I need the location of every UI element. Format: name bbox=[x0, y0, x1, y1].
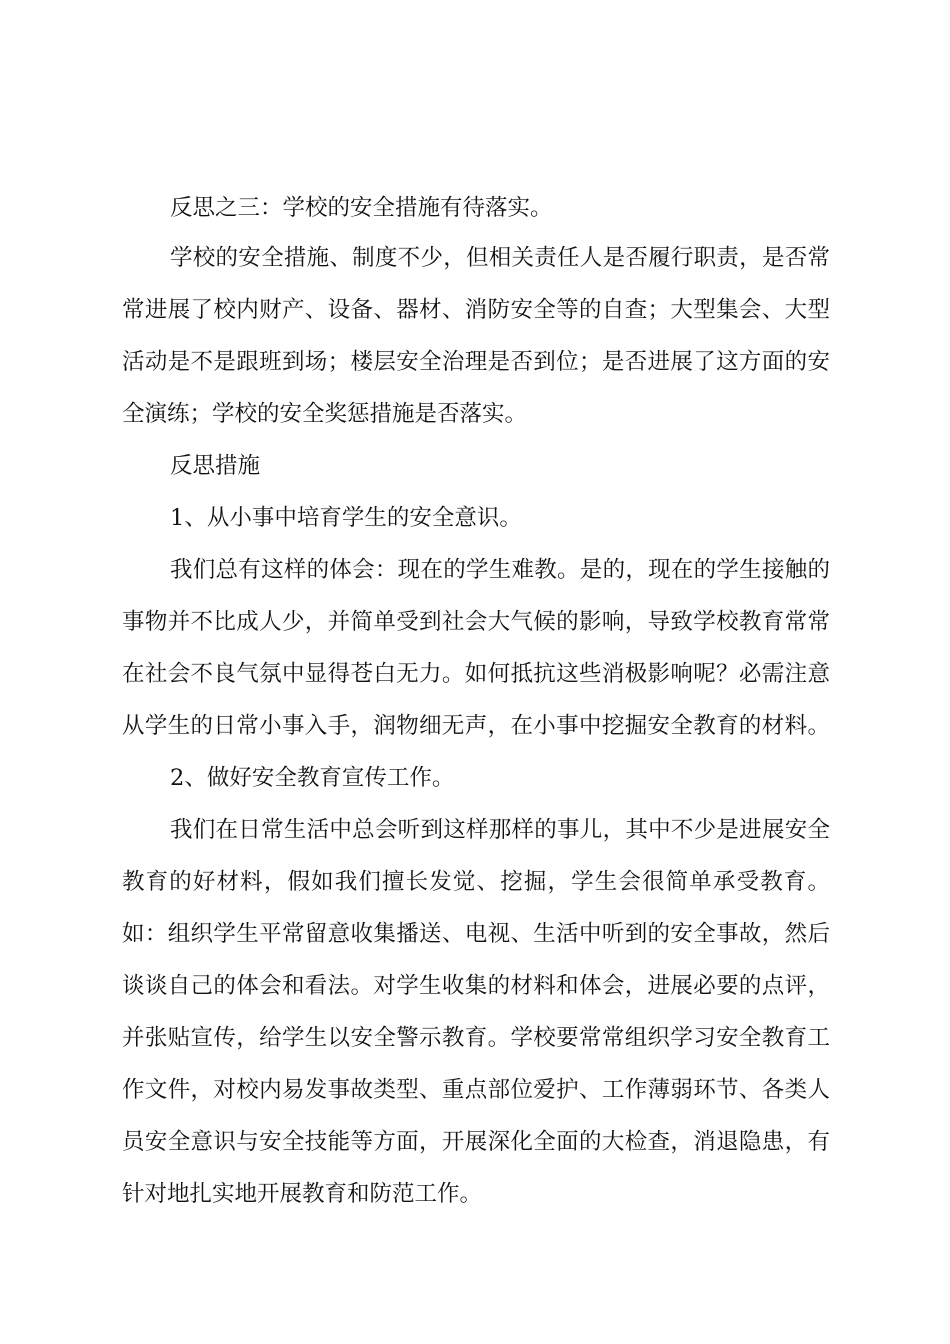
paragraph-line: 如：组织学生平常留意收集播送、电视、生活中听到的安全事故，然后 bbox=[122, 921, 830, 947]
paragraph-line: 我们总有这样的体会：现在的学生难教。是的，现在的学生接触的 bbox=[170, 557, 830, 583]
paragraph-line: 活动是不是跟班到场；楼层安全治理是否到位；是否进展了这方面的安 bbox=[122, 349, 830, 375]
paragraph-line: 谈谈自己的体会和看法。对学生收集的材料和体会，进展必要的点评， bbox=[122, 973, 830, 999]
paragraph-line: 针对地扎实地开展教育和防范工作。 bbox=[122, 1181, 483, 1207]
paragraph-line: 全演练；学校的安全奖惩措施是否落实。 bbox=[122, 401, 528, 427]
heading-measure-one: 1、从小事中培育学生的安全意识。 bbox=[170, 505, 522, 531]
paragraph-line: 常进展了校内财产、设备、器材、消防安全等的自查；大型集会、大型 bbox=[122, 297, 830, 323]
paragraph-line: 并张贴宣传，给学生以安全警示教育。学校要常常组织学习安全教育工 bbox=[122, 1025, 830, 1051]
heading-reflection-three: 反思之三：学校的安全措施有待落实。 bbox=[170, 195, 553, 221]
heading-reflection-measures: 反思措施 bbox=[170, 453, 261, 479]
paragraph-line: 教育的好材料，假如我们擅长发觉、挖掘，学生会很简单承受教育。 bbox=[122, 869, 830, 895]
paragraph-line: 员安全意识与安全技能等方面，开展深化全面的大检查，消退隐患，有 bbox=[122, 1129, 830, 1155]
paragraph-line: 我们在日常生活中总会听到这样那样的事儿，其中不少是进展安全 bbox=[170, 817, 830, 843]
paragraph-line: 在社会不良气氛中显得苍白无力。如何抵抗这些消极影响呢？必需注意 bbox=[122, 661, 830, 687]
paragraph-line: 事物并不比成人少，并简单受到社会大气候的影响，导致学校教育常常 bbox=[122, 609, 830, 635]
paragraph-line: 学校的安全措施、制度不少，但相关责任人是否履行职责，是否常 bbox=[170, 245, 830, 271]
heading-measure-two: 2、做好安全教育宣传工作。 bbox=[170, 765, 455, 791]
paragraph-line: 作文件，对校内易发事故类型、重点部位爱护、工作薄弱环节、各类人 bbox=[122, 1077, 830, 1103]
paragraph-line: 从学生的日常小事入手，润物细无声，在小事中挖掘安全教育的材料。 bbox=[122, 713, 830, 739]
